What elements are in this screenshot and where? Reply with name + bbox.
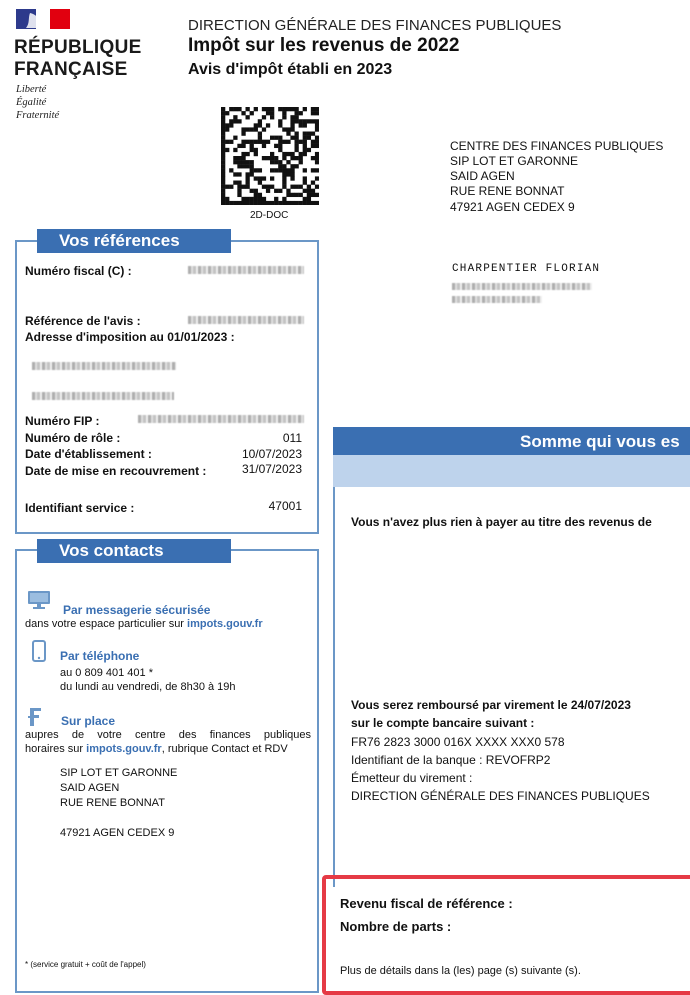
bank-id: Identifiant de la banque : REVOFRP2 — [351, 753, 551, 767]
fiscal-number-redacted — [188, 266, 304, 274]
refund-line-1: Vous serez remboursé par virement le 24/07/2023 — [351, 698, 631, 712]
onsite-text-2-post: , rubrique Contact et RDV — [161, 743, 288, 755]
republic-line-1: RÉPUBLIQUE — [14, 37, 142, 58]
more-details: Plus de détails dans la (les) page (s) suivante (s). — [340, 965, 581, 977]
2d-doc-code — [221, 107, 319, 205]
motto-egalite: Égalité — [16, 97, 47, 108]
page-subtitle: Avis d'impôt établi en 2023 — [188, 61, 393, 78]
establishment-label: Date d'établissement : — [25, 447, 152, 461]
messaging-title: Par messagerie sécurisée — [63, 603, 211, 617]
2d-doc-label: 2D-DOC — [250, 210, 289, 221]
iban: FR76 2823 3000 016X XXXX XXX0 578 — [351, 735, 565, 749]
references-box — [15, 240, 319, 534]
contact-address-line-2: SAID AGEN — [60, 782, 120, 794]
service-value: 47001 — [268, 499, 302, 513]
motto-liberte: Liberté — [16, 84, 47, 95]
recipient-name: CHARPENTIER FLORIAN — [452, 263, 601, 275]
recipient-address-redacted — [452, 283, 592, 290]
contact-address-line-1: SIP LOT ET GARONNE — [60, 767, 178, 779]
recovery-value: 31/07/2023 — [241, 462, 302, 476]
issuer-value: DIRECTION GÉNÉRALE DES FINANCES PUBLIQUES — [351, 789, 650, 803]
phone-number: au 0 809 401 401 * — [60, 667, 153, 679]
refund-line-2: sur le compte bancaire suivant : — [351, 716, 535, 730]
fiscal-number-label: Numéro fiscal (C) : — [25, 264, 132, 278]
phone-icon — [32, 640, 46, 662]
recovery-label: Date de mise en recouvrement : — [25, 464, 207, 478]
service-label: Identifiant service : — [25, 501, 135, 515]
recipient-city-redacted — [452, 296, 542, 303]
motto-fraternite: Fraternité — [16, 110, 60, 121]
issuer-label: Émetteur du virement : — [351, 771, 473, 785]
summary-title: Somme qui vous es — [520, 432, 680, 451]
notice-ref-label: Référence de l'avis : — [25, 314, 141, 328]
office-line-4: RUE RENE BONNAT — [450, 184, 565, 198]
nothing-to-pay: Vous n'avez plus rien à payer au titre des revenus de — [351, 515, 652, 529]
impots-link[interactable]: impots.gouv.fr — [187, 618, 263, 630]
address-label: Adresse d'imposition au 01/01/2023 : — [25, 330, 235, 344]
location-icon — [27, 706, 43, 728]
office-line-2: SIP LOT ET GARONNE — [450, 154, 579, 168]
office-line-3: SAID AGEN — [450, 169, 515, 183]
summary-border-left — [333, 487, 335, 887]
republic-line-2: FRANÇAISE — [14, 59, 128, 80]
computer-icon — [27, 590, 51, 610]
tax-address-redacted-2 — [32, 392, 174, 400]
contact-address-line-3: RUE RENE BONNAT — [60, 797, 165, 809]
fip-redacted — [138, 415, 304, 423]
rfr-label: Revenu fiscal de référence : — [340, 896, 513, 911]
fip-label: Numéro FIP : — [25, 414, 100, 428]
page-title: Impôt sur les revenus de 2022 — [188, 35, 460, 56]
onsite-text-2-pre: horaires sur — [25, 743, 84, 755]
office-line-1: CENTRE DES FINANCES PUBLIQUES — [450, 139, 664, 153]
phone-footnote: * (service gratuit + coût de l'appel) — [25, 960, 146, 969]
messaging-text — [25, 618, 263, 630]
marianne-logo — [16, 9, 70, 29]
tax-address-redacted-1 — [32, 362, 176, 370]
role-value: 011 — [282, 431, 302, 445]
contact-address-line-4: 47921 AGEN CEDEX 9 — [60, 827, 175, 839]
onsite-text-1: aupres de votre centre des finances publiques — [25, 729, 311, 741]
contacts-title: Vos contacts — [37, 539, 231, 563]
references-title: Vos références — [37, 229, 231, 253]
onsite-text-2 — [25, 743, 288, 755]
role-label: Numéro de rôle : — [25, 431, 121, 445]
impots-link-2[interactable]: impots.gouv.fr — [86, 743, 162, 755]
directorate-name: DIRECTION GÉNÉRALE DES FINANCES PUBLIQUES — [188, 17, 562, 34]
establishment-value: 10/07/2023 — [241, 447, 302, 461]
rfr-box — [322, 875, 690, 995]
phone-hours: du lundi au vendredi, de 8h30 à 19h — [60, 681, 236, 693]
summary-subheader — [333, 455, 690, 487]
phone-title: Par téléphone — [60, 649, 140, 663]
messaging-text-label: dans votre espace particulier sur — [25, 618, 184, 630]
notice-ref-redacted — [188, 316, 304, 324]
parts-label: Nombre de parts : — [340, 919, 452, 934]
onsite-title: Sur place — [61, 714, 116, 728]
office-line-5: 47921 AGEN CEDEX 9 — [450, 200, 575, 214]
